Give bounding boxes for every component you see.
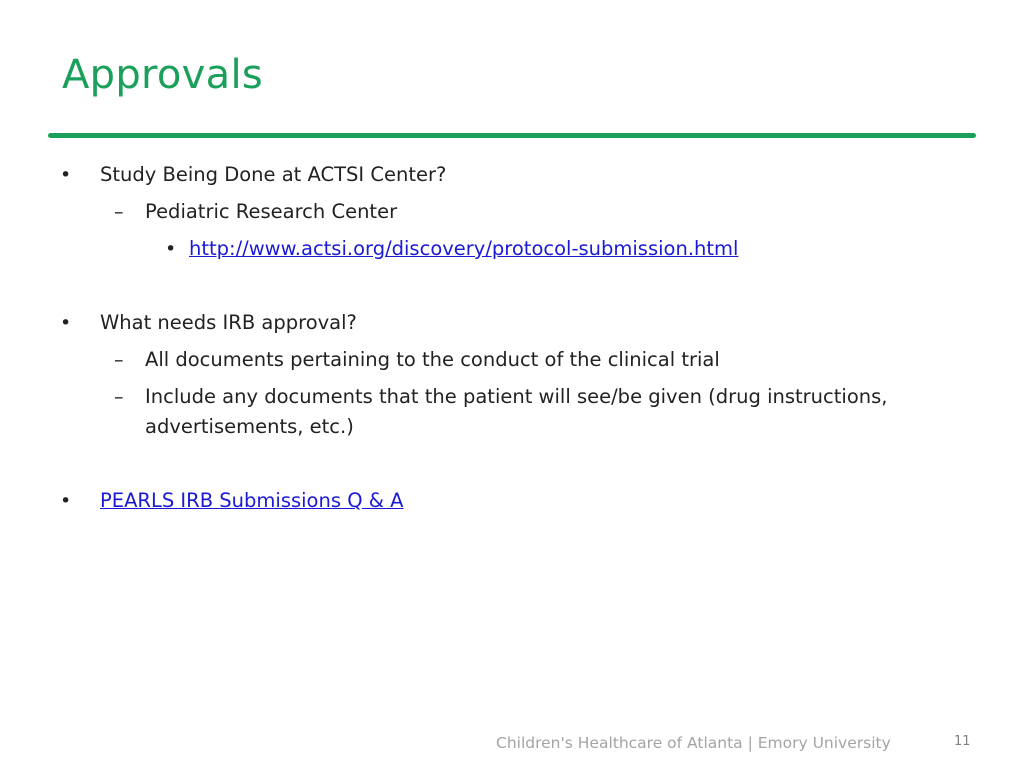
protocol-submission-link[interactable]: http://www.actsi.org/discovery/protocol-submission.html: [189, 237, 739, 260]
slide-title: Approvals: [62, 52, 264, 98]
bullet-icon: •: [60, 164, 72, 186]
bullet-study-location: Study Being Done at ACTSI Center?: [100, 163, 447, 186]
bullet-icon: •: [60, 312, 72, 334]
bullet-icon: •: [60, 490, 72, 512]
sub-item-all-documents: All documents pertaining to the conduct of the clinical trial: [145, 348, 720, 371]
title-divider: [48, 133, 976, 138]
bullet-icon: •: [165, 238, 177, 260]
pearls-irb-link[interactable]: PEARLS IRB Submissions Q & A: [100, 489, 404, 512]
dash-icon: –: [114, 386, 124, 408]
page-number: 11: [954, 734, 971, 749]
sub-item-patient-documents-cont: advertisements, etc.): [145, 415, 354, 438]
sub-item-patient-documents: Include any documents that the patient will see/be given (drug instructions,: [145, 385, 888, 408]
sub-item-pediatric-research-center: Pediatric Research Center: [145, 200, 398, 223]
dash-icon: –: [114, 201, 124, 223]
bullet-irb-approval: What needs IRB approval?: [100, 311, 357, 334]
footer-text: Children's Healthcare of Atlanta | Emory University: [496, 734, 891, 752]
dash-icon: –: [114, 349, 124, 371]
